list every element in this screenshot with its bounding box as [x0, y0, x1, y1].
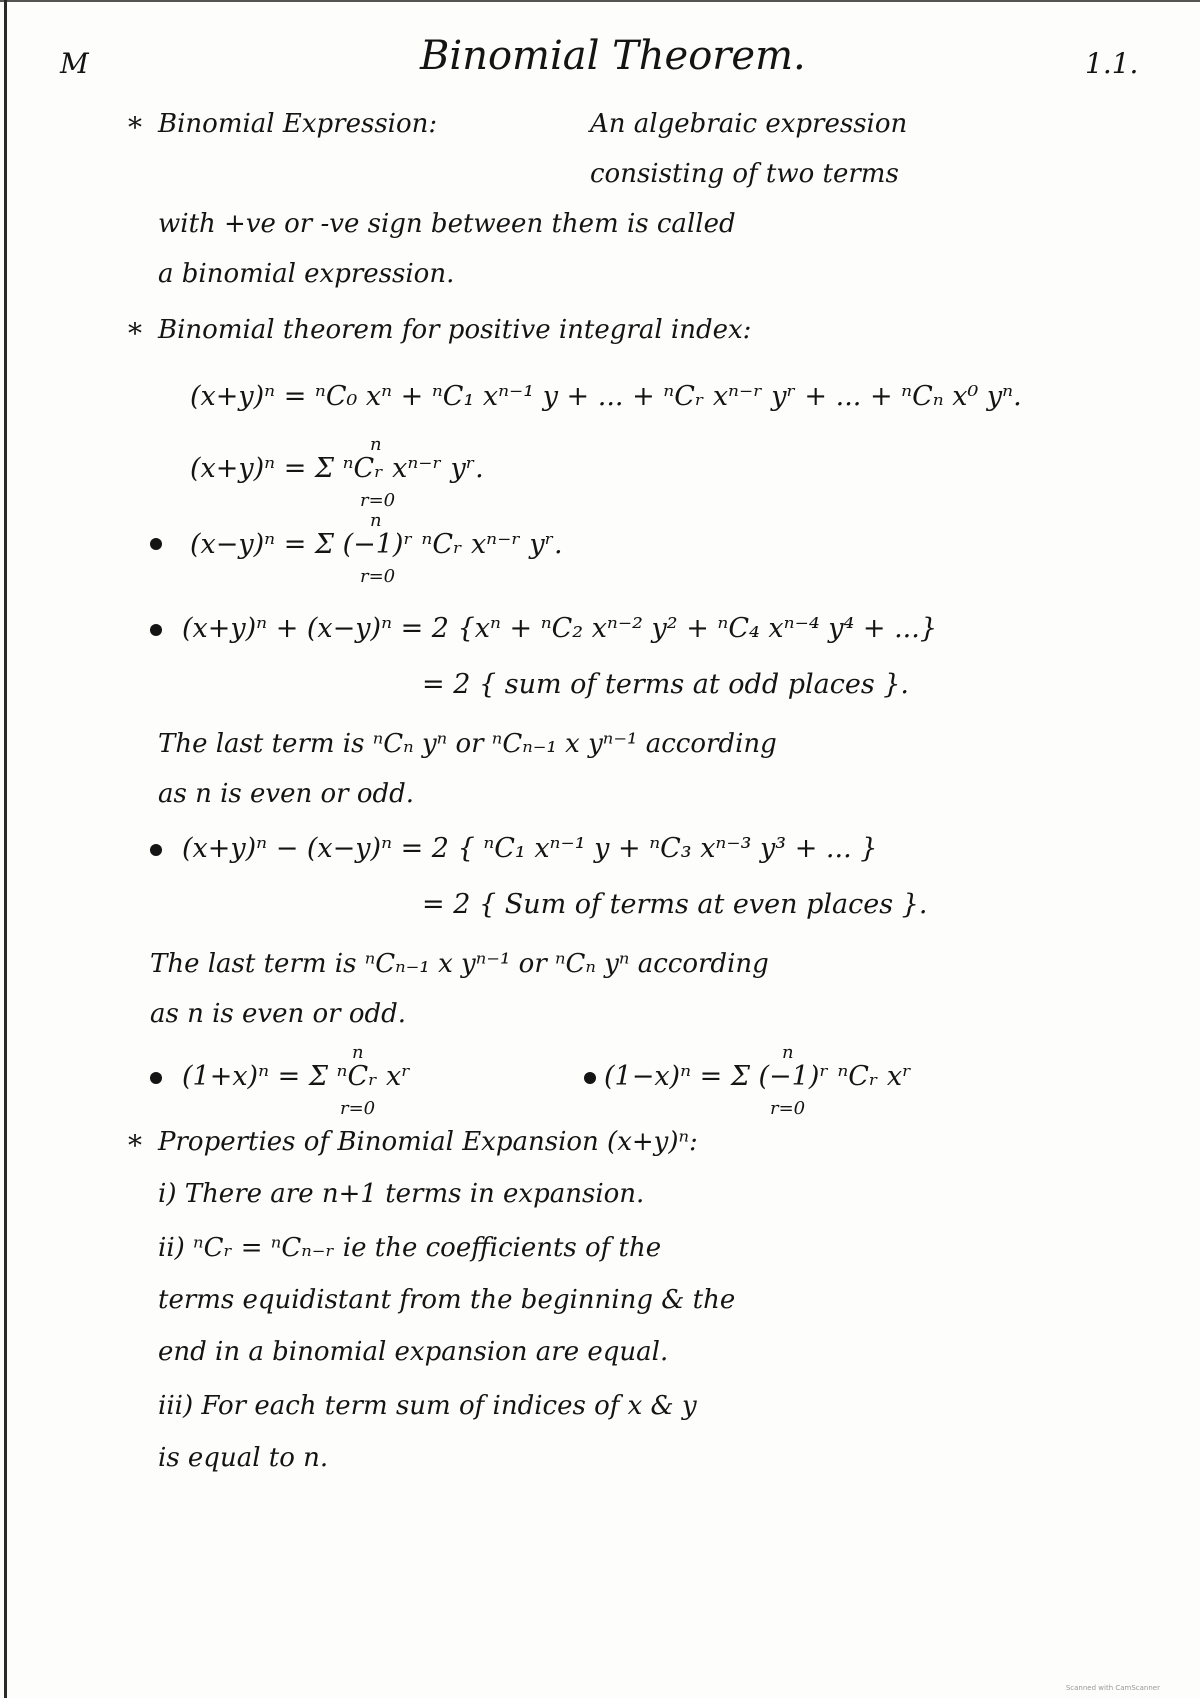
properties-heading: Properties of Binomial Expansion (x+y)ⁿ: — [158, 1127, 698, 1157]
page-edge-left — [4, 0, 7, 1698]
theorem-heading: Binomial theorem for positive integral index: — [158, 315, 752, 345]
formula-one-plus-x: (1+x)ⁿ = Σ ⁿCᵣ xʳ — [182, 1061, 411, 1092]
definition-text-line: An algebraic expression — [590, 109, 908, 139]
formula-difference-even: (x+y)ⁿ − (x−y)ⁿ = 2 { ⁿC₁ xⁿ⁻¹ y + ⁿC₃ xⁿ⁻³ y³ + ... } — [182, 833, 878, 864]
formula-even-places: = 2 { Sum of terms at even places }. — [422, 889, 928, 920]
bullet-icon — [584, 1072, 596, 1084]
bullet-icon — [150, 624, 162, 636]
definition-heading: Binomial Expression: — [158, 109, 438, 139]
property-item: iii) For each term sum of indices of x & y — [158, 1391, 697, 1421]
formula-sum-odd: (x+y)ⁿ + (x−y)ⁿ = 2 {xⁿ + ⁿC₂ xⁿ⁻² y² + ⁿC₄ xⁿ⁻⁴ y⁴ + ...} — [182, 613, 938, 644]
formula-sigma-sum: (x+y)ⁿ = Σ ⁿCᵣ xⁿ⁻ʳ yʳ. — [190, 453, 484, 484]
note-last-term: as n is even or odd. — [150, 999, 407, 1029]
page-number: 1.1. — [1085, 47, 1139, 80]
formula-difference-sum: (x−y)ⁿ = Σ (−1)ʳ ⁿCᵣ xⁿ⁻ʳ yʳ. — [190, 529, 563, 560]
formula-expansion: (x+y)ⁿ = ⁿC₀ xⁿ + ⁿC₁ xⁿ⁻¹ y + ... + ⁿCᵣ xⁿ⁻ʳ yʳ + ... + ⁿCₙ x⁰ yⁿ. — [190, 381, 1022, 412]
note-last-term: The last term is ⁿCₙ yⁿ or ⁿCₙ₋₁ x yⁿ⁻¹ according — [158, 729, 777, 759]
formula-odd-places: = 2 { sum of terms at odd places }. — [422, 669, 910, 700]
note-last-term: as n is even or odd. — [158, 779, 415, 809]
definition-text-line: consisting of two terms — [590, 159, 899, 189]
bullet-icon — [150, 1072, 162, 1084]
sum-upper-limit: n — [370, 510, 382, 531]
star-bullet-icon: * — [128, 111, 142, 144]
corner-mark: M — [60, 47, 89, 80]
sum-lower-limit: r=0 — [770, 1098, 806, 1119]
sum-lower-limit: r=0 — [340, 1098, 376, 1119]
star-bullet-icon: * — [128, 317, 142, 350]
definition-text-line: a binomial expression. — [158, 259, 455, 289]
sum-upper-limit: n — [782, 1042, 794, 1063]
sum-upper-limit: n — [370, 434, 382, 455]
note-last-term: The last term is ⁿCₙ₋₁ x yⁿ⁻¹ or ⁿCₙ yⁿ according — [150, 949, 769, 979]
sum-lower-limit: r=0 — [360, 490, 396, 511]
property-item: ii) ⁿCᵣ = ⁿCₙ₋ᵣ ie the coefficients of the — [158, 1233, 662, 1263]
definition-text-line: with +ve or -ve sign between them is called — [158, 209, 736, 239]
page-edge-top — [0, 0, 1200, 2]
scanner-watermark: Scanned with CamScanner — [1065, 1684, 1160, 1692]
formula-one-minus-x: (1−x)ⁿ = Σ (−1)ʳ ⁿCᵣ xʳ — [604, 1061, 912, 1092]
property-item-continued: end in a binomial expansion are equal. — [158, 1337, 669, 1367]
bullet-icon — [150, 844, 162, 856]
sum-upper-limit: n — [352, 1042, 364, 1063]
star-bullet-icon: * — [128, 1129, 142, 1162]
bullet-icon — [150, 538, 162, 550]
property-item: i) There are n+1 terms in expansion. — [158, 1179, 645, 1209]
page-title: Binomial Theorem. — [420, 33, 806, 79]
sum-lower-limit: r=0 — [360, 566, 396, 587]
property-item-continued: terms equidistant from the beginning & the — [158, 1285, 736, 1315]
property-item-continued: is equal to n. — [158, 1443, 329, 1473]
